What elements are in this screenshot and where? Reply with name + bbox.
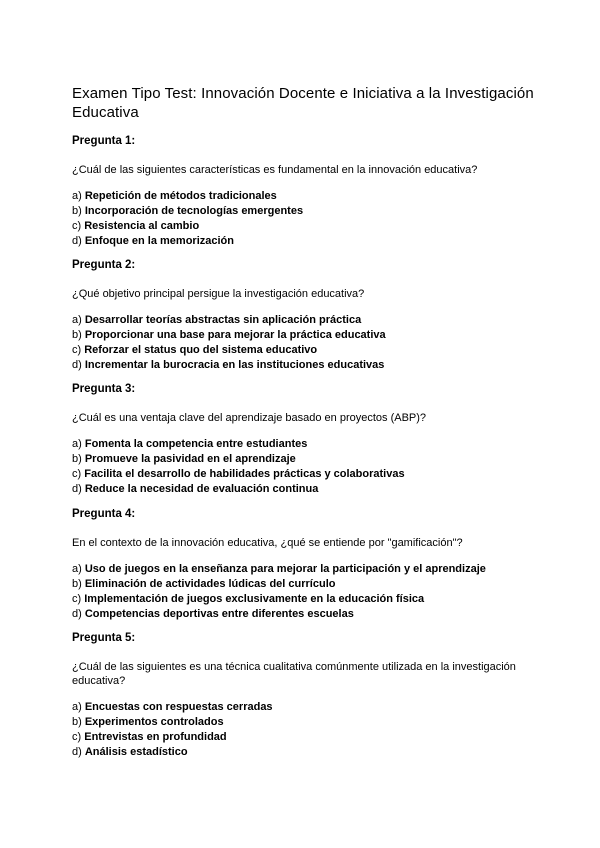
- option-text: Facilita el desarrollo de habilidades prácticas y colaborativas: [84, 468, 405, 480]
- option-text: Enfoque en la memorización: [84, 235, 234, 247]
- option-letter: b): [72, 578, 85, 590]
- option-c: [72, 343, 542, 358]
- option-letter: d): [72, 359, 85, 371]
- option-b: [72, 328, 542, 343]
- option-letter: a): [72, 563, 85, 575]
- option-letter: b): [72, 205, 85, 217]
- option-letter: a): [72, 701, 85, 713]
- option-text: Incorporación de tecnologías emergentes: [84, 205, 304, 217]
- option-a: [72, 313, 542, 328]
- option-c: [72, 730, 542, 745]
- question-block-1: [72, 134, 542, 249]
- option-letter: a): [72, 314, 85, 326]
- question-block-4: [72, 507, 542, 622]
- option-a: [72, 562, 542, 577]
- question-block-3: [72, 382, 542, 497]
- question-label: Pregunta 2:: [72, 259, 136, 271]
- option-text: Experimentos controlados: [84, 716, 224, 728]
- option-text: Proporcionar una base para mejorar la práctica educativa: [84, 329, 386, 341]
- question-text: ¿Cuál de las siguientes características es fundamental en la innovación educativa?: [72, 164, 478, 176]
- option-a: [72, 700, 542, 715]
- option-list: [72, 437, 542, 497]
- option-letter: d): [72, 608, 85, 620]
- option-text: Entrevistas en profundidad: [84, 731, 227, 743]
- option-c: [72, 219, 542, 234]
- option-a: [72, 437, 542, 452]
- option-text: Reduce la necesidad de evaluación continua: [84, 483, 319, 495]
- option-text: Desarrollar teorías abstractas sin aplicación práctica: [84, 314, 362, 326]
- question-label: Pregunta 4:: [72, 508, 136, 520]
- question-text: En el contexto de la innovación educativa, ¿qué se entiende por "gamificación"?: [72, 537, 463, 549]
- option-text: Fomenta la competencia entre estudiantes: [84, 438, 308, 450]
- question-text: ¿Cuál es una ventaja clave del aprendizaje basado en proyectos (ABP)?: [72, 412, 427, 424]
- option-d: [72, 745, 542, 760]
- option-c: [72, 592, 542, 607]
- option-d: [72, 358, 542, 373]
- option-letter: c): [72, 593, 85, 605]
- option-b: [72, 204, 542, 219]
- question-block-5: [72, 631, 542, 760]
- option-b: [72, 715, 542, 730]
- option-letter: d): [72, 746, 85, 758]
- option-d: [72, 607, 542, 622]
- option-list: [72, 313, 542, 373]
- question-label: Pregunta 5:: [72, 632, 136, 644]
- option-letter: b): [72, 329, 85, 341]
- option-a: [72, 189, 542, 204]
- option-letter: a): [72, 190, 85, 202]
- option-letter: d): [72, 235, 85, 247]
- option-letter: b): [72, 453, 85, 465]
- question-text: ¿Cuál de las siguientes es una técnica cualitativa comúnmente utilizada en la investigación educativa?: [72, 661, 516, 687]
- option-text: Competencias deportivas entre diferentes escuelas: [84, 608, 354, 620]
- option-letter: c): [72, 344, 85, 356]
- option-letter: c): [72, 468, 85, 480]
- question-text: ¿Qué objetivo principal persigue la investigación educativa?: [72, 288, 365, 300]
- option-letter: a): [72, 438, 85, 450]
- question-label: Pregunta 1:: [72, 135, 136, 147]
- option-letter: c): [72, 220, 85, 232]
- option-d: [72, 482, 542, 497]
- option-text: Reforzar el status quo del sistema educativo: [84, 344, 318, 356]
- option-text: Promueve la pasividad en el aprendizaje: [84, 453, 296, 465]
- question-label: Pregunta 3:: [72, 383, 136, 395]
- option-list: [72, 189, 542, 249]
- option-text: Resistencia al cambio: [84, 220, 200, 232]
- option-text: Uso de juegos en la enseñanza para mejorar la participación y el aprendizaje: [84, 563, 486, 575]
- option-text: Incrementar la burocracia en las instituciones educativas: [84, 359, 385, 371]
- option-text: Encuestas con respuestas cerradas: [84, 701, 273, 713]
- option-b: [72, 452, 542, 467]
- option-c: [72, 467, 542, 482]
- option-letter: c): [72, 731, 85, 743]
- option-text: Eliminación de actividades lúdicas del currículo: [84, 578, 336, 590]
- option-text: Repetición de métodos tradicionales: [84, 190, 277, 202]
- option-letter: d): [72, 483, 85, 495]
- option-d: [72, 234, 542, 249]
- document-title: Examen Tipo Test: Innovación Docente e Iniciativa a la Investigación Educativa: [72, 85, 534, 121]
- option-b: [72, 577, 542, 592]
- option-list: [72, 562, 542, 622]
- option-list: [72, 700, 542, 760]
- question-block-2: [72, 258, 542, 373]
- option-text: Implementación de juegos exclusivamente en la educación física: [84, 593, 425, 605]
- option-text: Análisis estadístico: [84, 746, 188, 758]
- option-letter: b): [72, 716, 85, 728]
